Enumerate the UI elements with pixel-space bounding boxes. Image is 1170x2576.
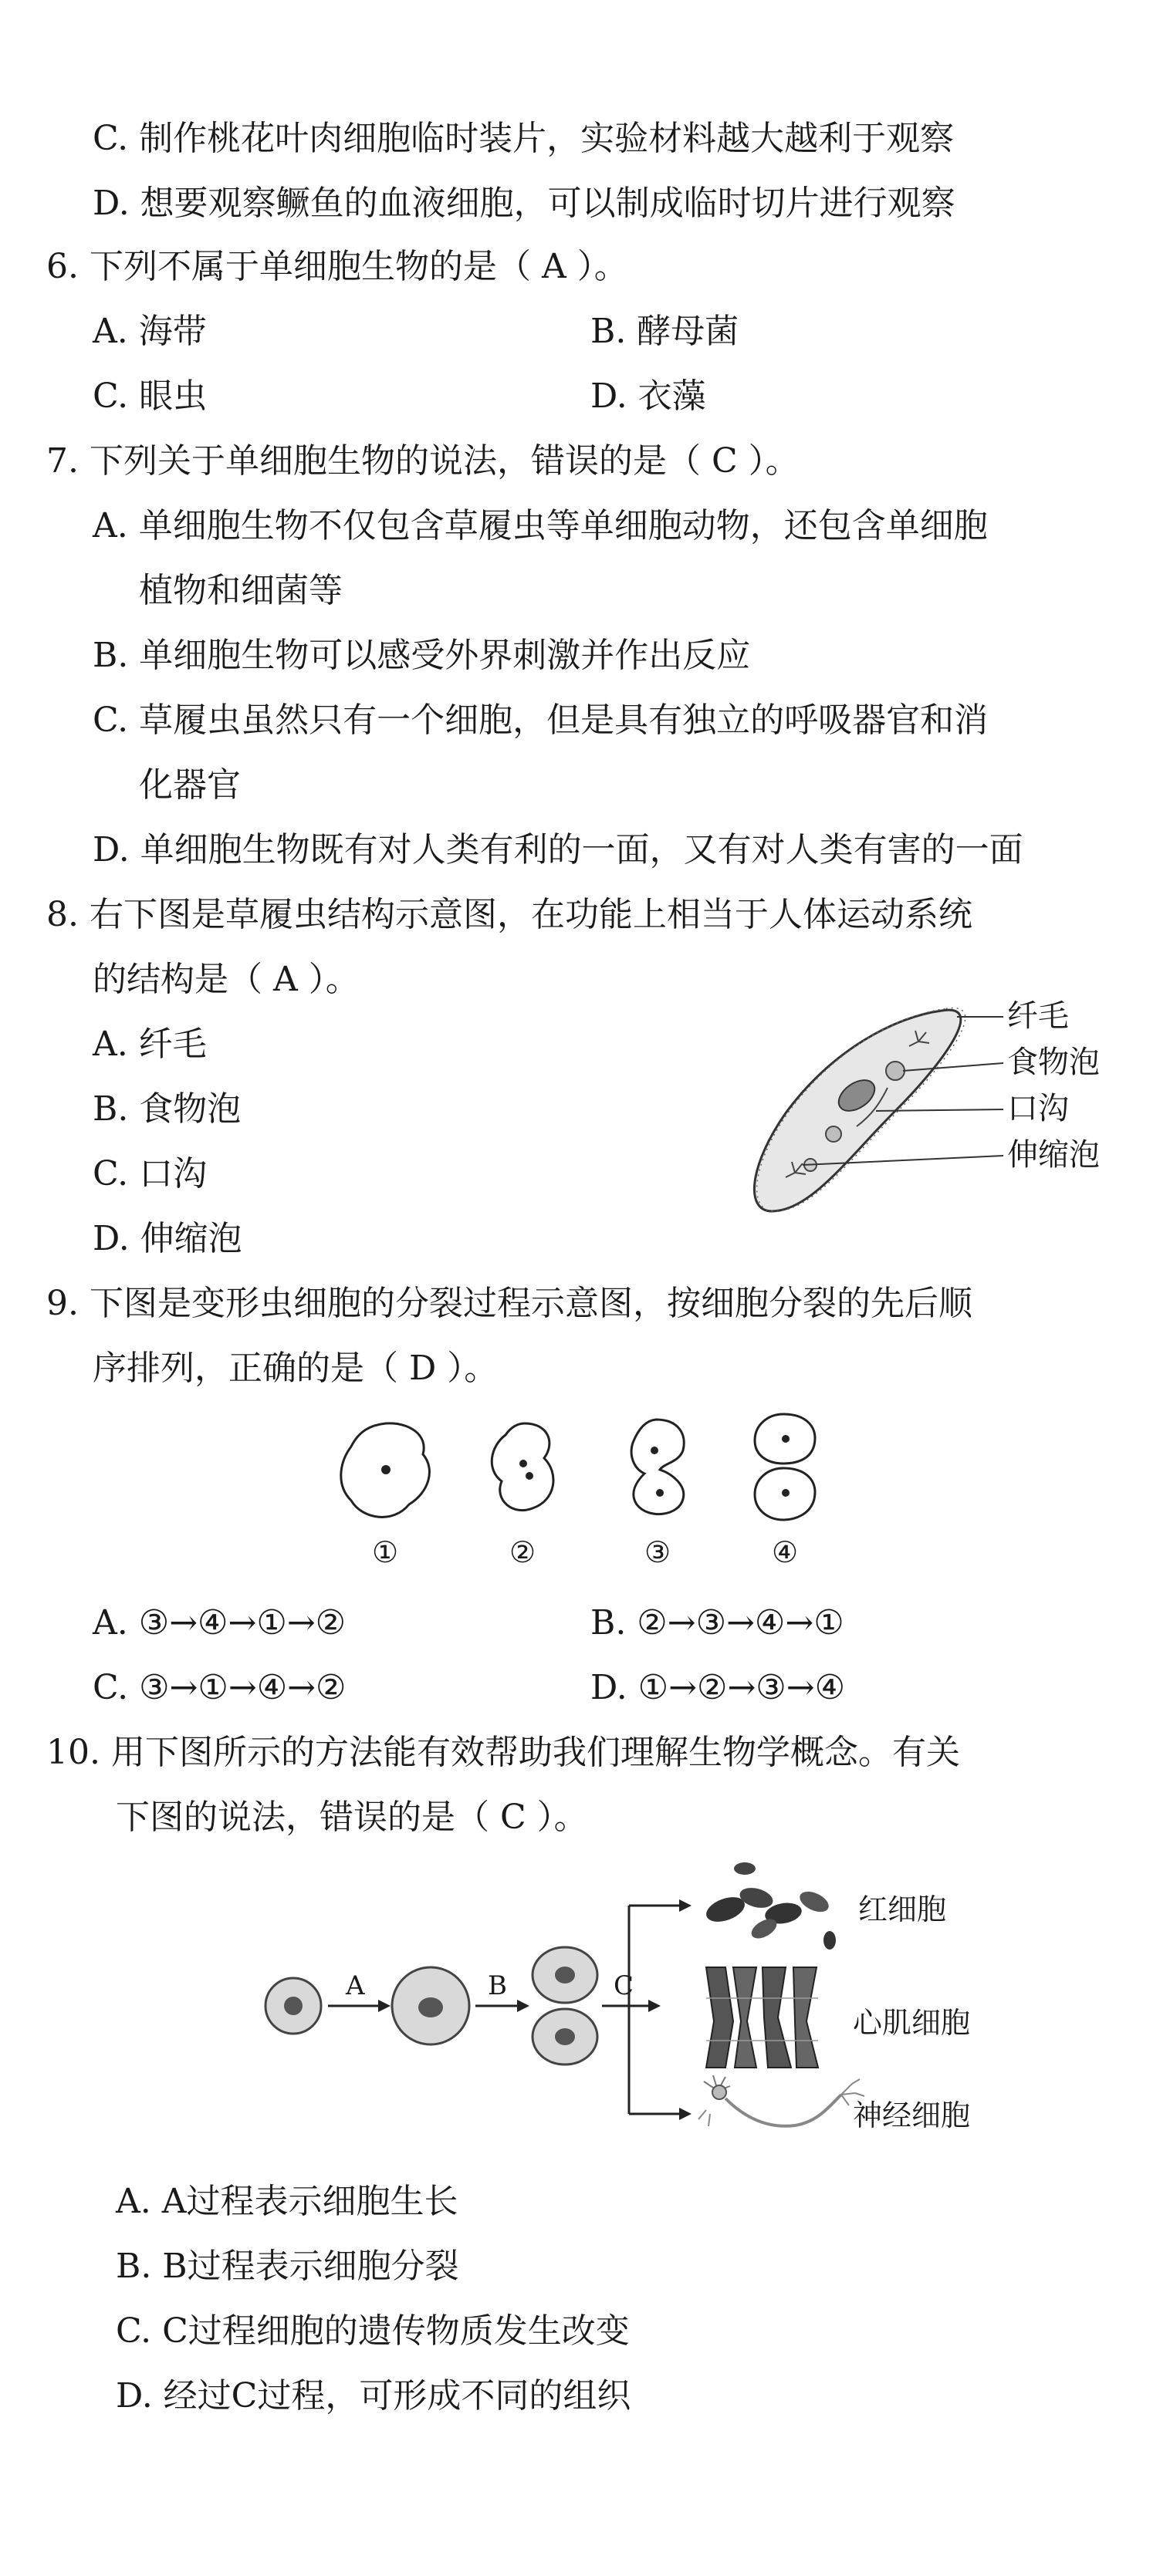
cell-differentiation-figure: [262, 1859, 972, 2145]
q10-option-d: D. 经过C过程，可形成不同的组织: [116, 2376, 631, 2416]
amoeba-stage-4-icon: [755, 1414, 815, 1520]
amoeba-stage-1-icon: [341, 1423, 430, 1518]
q6-option-d: D. 衣藻: [590, 376, 706, 416]
arrow-label-c: C: [614, 1970, 634, 2001]
q8-stem-line1: 8. 右下图是草履虫结构示意图，在功能上相当于人体运动系统: [46, 895, 972, 934]
q8-option-c: C. 口沟: [93, 1154, 208, 1193]
cardiac-muscle-cells-icon: [706, 1967, 818, 2068]
paramecium-label-oral-groove: 口沟: [1007, 1092, 1069, 1126]
q10-option-c: C. C过程细胞的遗传物质发生改变: [116, 2311, 630, 2351]
q8-option-a: A. 纤毛: [93, 1025, 207, 1064]
amoeba-label-2: ②: [509, 1535, 536, 1569]
small-cell-icon: [265, 1978, 321, 2034]
q8-stem-line2: 的结构是（ A ）。: [93, 960, 360, 999]
q10-stem-line1: 10. 用下图所示的方法能有效帮助我们理解生物学概念。有关: [46, 1733, 960, 1772]
red-blood-cells-icon: [703, 1862, 836, 1950]
amoeba-label-3: ③: [644, 1535, 671, 1569]
q9-option-d: D. ①→②→③→④: [590, 1668, 846, 1707]
q9-stem-line1: 9. 下图是变形虫细胞的分裂过程示意图，按细胞分裂的先后顺: [46, 1284, 972, 1323]
q5-option-c: C. 制作桃花叶肉细胞临时装片，实验材料越大越利于观察: [93, 119, 955, 158]
cell-label-cardiac-muscle-cell: 心肌细胞: [853, 2007, 971, 2040]
q6-option-c: C. 眼虫: [93, 376, 208, 416]
q6-option-a: A. 海带: [93, 312, 207, 351]
q7-stem: 7. 下列关于单细胞生物的说法，错误的是（ C ）。: [46, 441, 800, 481]
amoeba-stage-3-icon: [631, 1420, 684, 1514]
q9-option-b: B. ②→③→④→①: [590, 1603, 844, 1642]
divided-cells-icon: [533, 1947, 597, 2065]
q6-option-b: B. 酵母菌: [590, 312, 739, 351]
q5-option-d: D. 想要观察鳜鱼的血液细胞，可以制成临时切片进行观察: [93, 184, 955, 223]
amoeba-stage-2-icon: [492, 1423, 553, 1511]
amoeba-label-4: ④: [772, 1535, 799, 1569]
q8-option-b: B. 食物泡: [93, 1089, 242, 1129]
q10-option-b: B. B过程表示细胞分裂: [116, 2247, 459, 2286]
cell-label-red-blood-cell: 红细胞: [858, 1894, 947, 1926]
q9-option-a: A. ③→④→①→②: [93, 1603, 347, 1642]
paramecium-label-cilia: 纤毛: [1007, 999, 1069, 1033]
q7-option-a-line2: 植物和细菌等: [139, 571, 343, 610]
q6-stem: 6. 下列不属于单细胞生物的是（ A ）。: [46, 247, 628, 286]
q9-stem-line2: 序排列，正确的是（ D ）。: [93, 1349, 499, 1388]
q7-option-a-line1: A. 单细胞生物不仅包含草履虫等单细胞动物，还包含单细胞: [93, 506, 988, 545]
grown-cell-icon: [392, 1967, 469, 2044]
cell-label-nerve-cell: 神经细胞: [853, 2100, 971, 2132]
q7-option-c-line1: C. 草履虫虽然只有一个细胞，但是具有独立的呼吸器官和消: [93, 701, 989, 740]
amoeba-label-1: ①: [372, 1535, 399, 1569]
q7-option-c-line2: 化器官: [139, 765, 241, 805]
q10-option-a: A. A过程表示细胞生长: [116, 2182, 458, 2221]
arrow-label-a: A: [346, 1970, 365, 2001]
paramecium-figure: [741, 980, 1127, 1242]
paramecium-label-contractile-vacuole: 伸缩泡: [1007, 1138, 1100, 1172]
paramecium-label-food-vacuole: 食物泡: [1007, 1045, 1100, 1079]
q9-option-c: C. ③→①→④→②: [93, 1668, 347, 1707]
q10-stem-line2: 下图的说法，错误的是（ C ）。: [116, 1798, 588, 1837]
q8-option-d: D. 伸缩泡: [93, 1219, 242, 1258]
amoeba-division-figure: [332, 1408, 872, 1574]
nerve-cell-icon: [698, 2075, 864, 2126]
q7-option-d: D. 单细胞生物既有对人类有利的一面，又有对人类有害的一面: [93, 830, 1023, 869]
q7-option-b: B. 单细胞生物可以感受外界刺激并作出反应: [93, 636, 751, 675]
arrow-label-b: B: [488, 1970, 507, 2001]
